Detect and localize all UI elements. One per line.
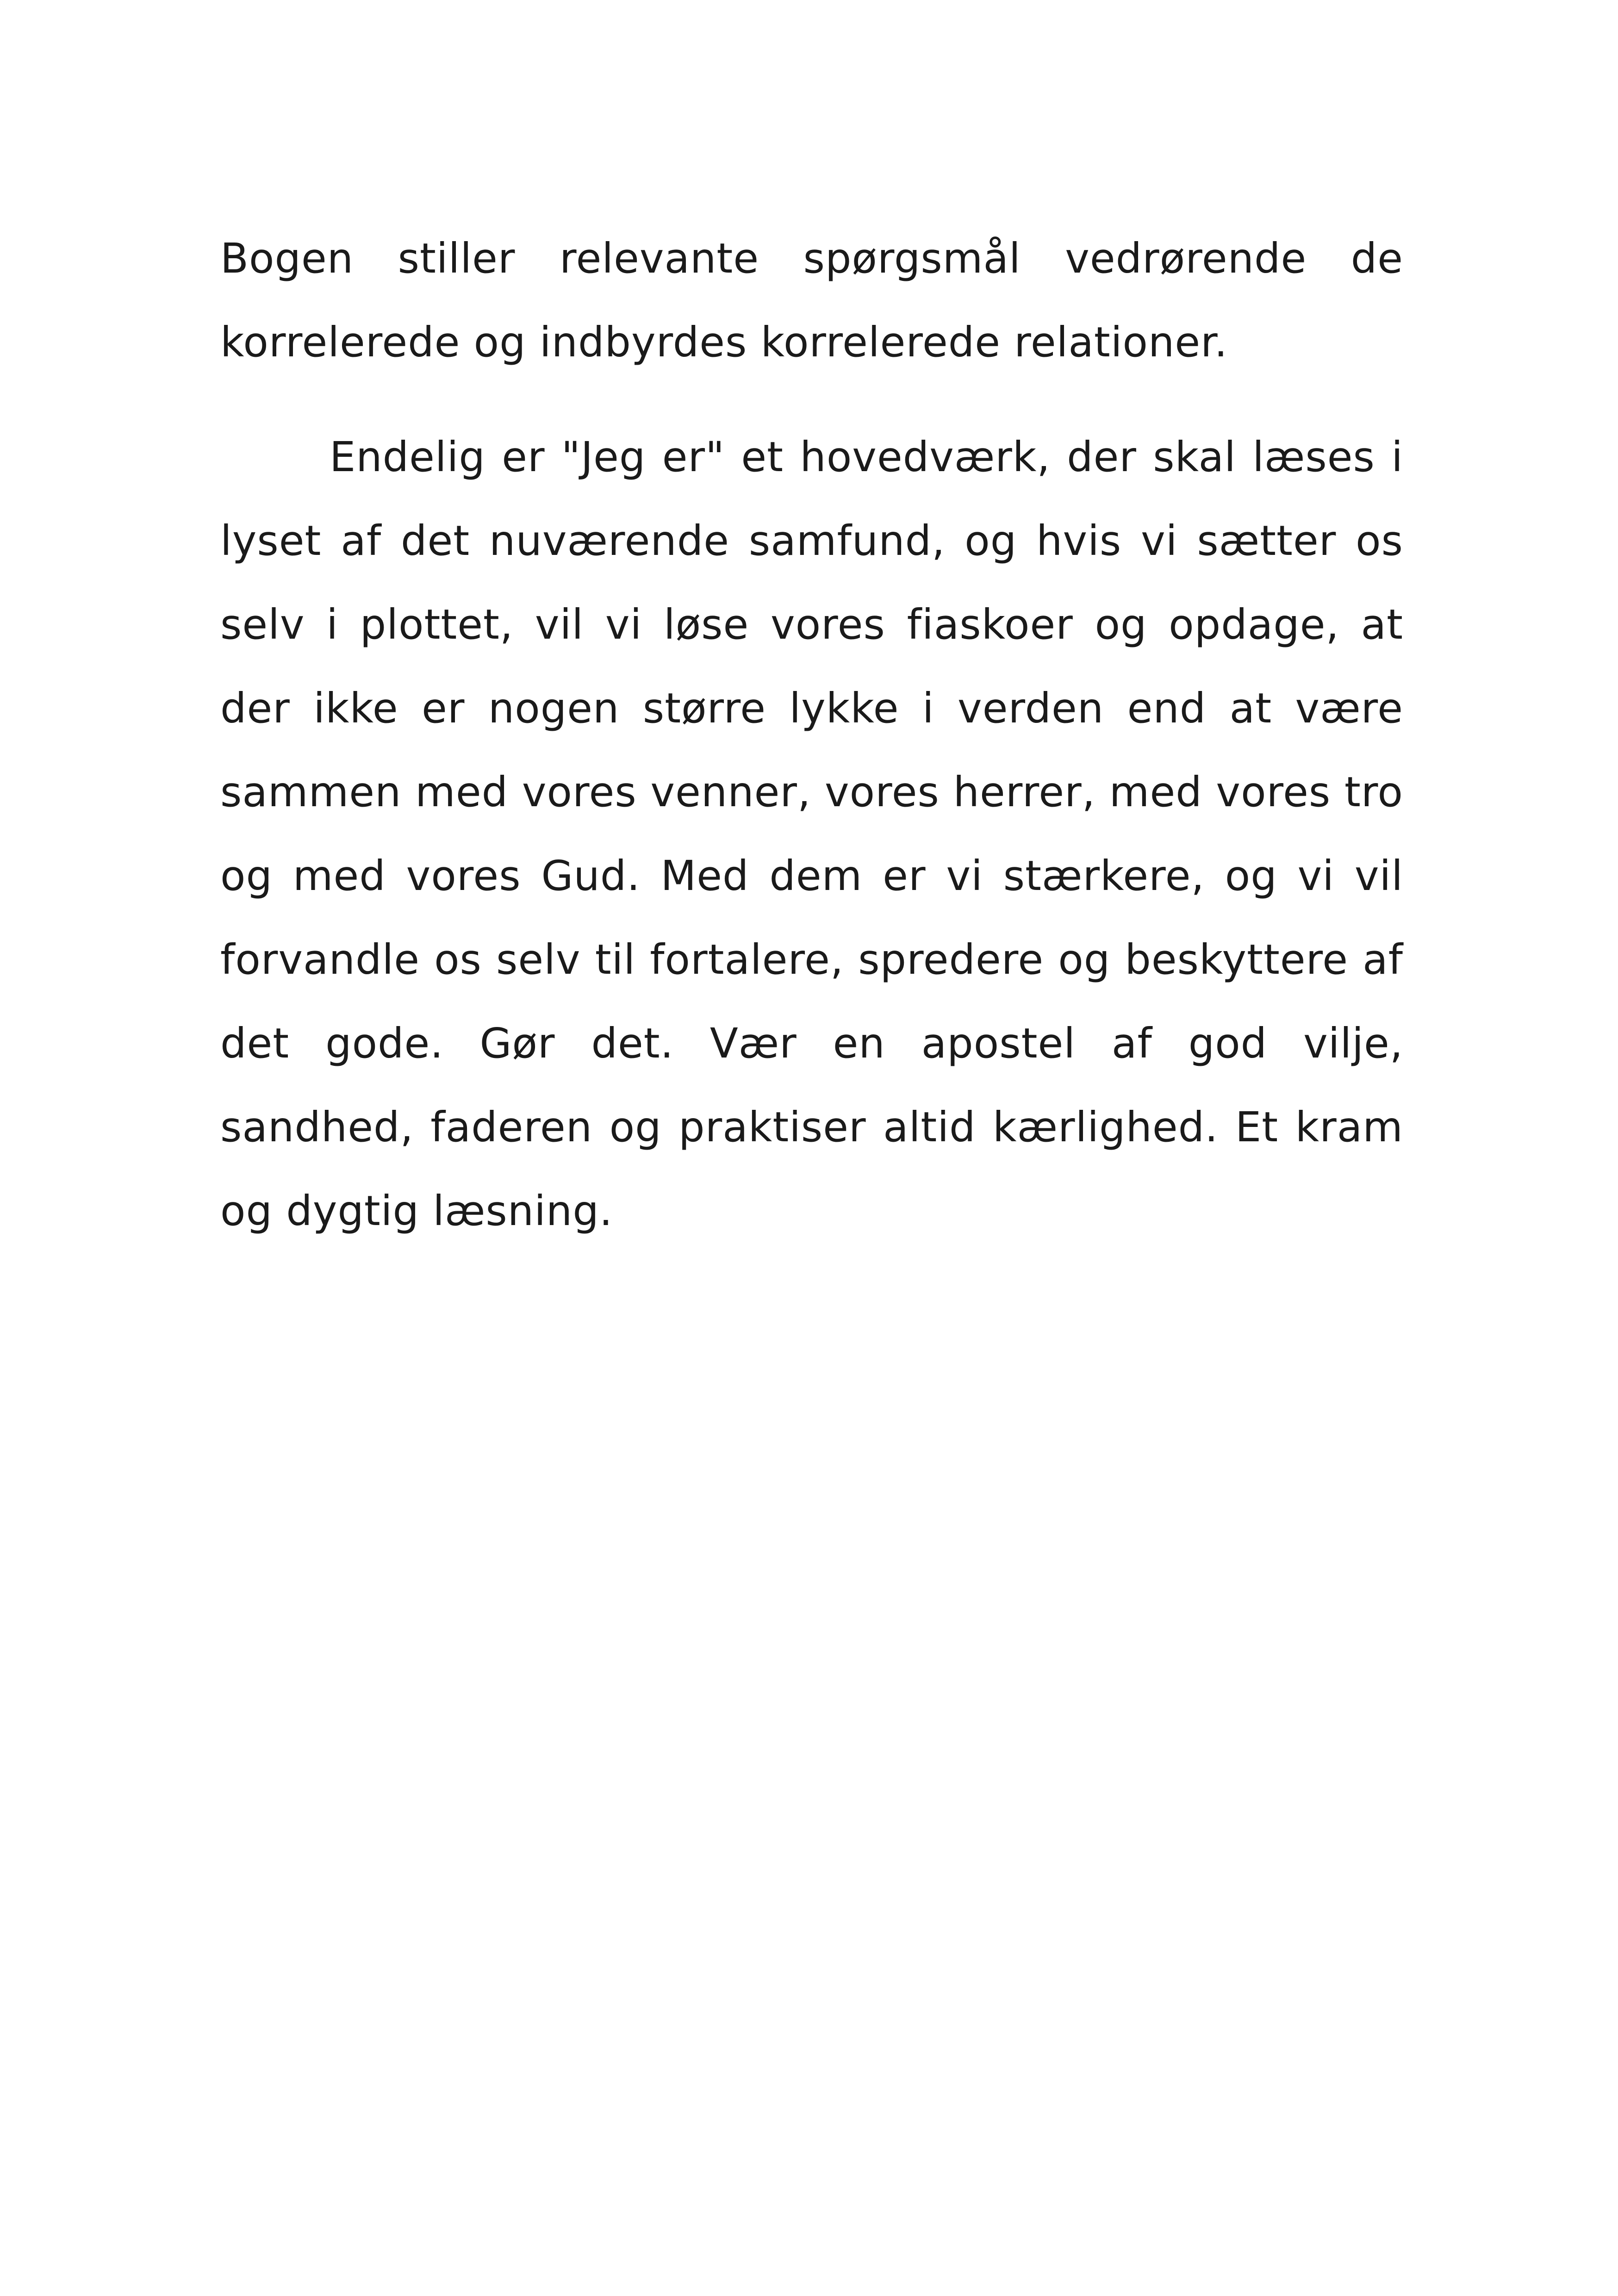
paragraph-2: Endelig er "Jeg er" et hovedværk, der skal læses i lyset af det nuværende samfund, og hvis vi sætter os selv i plottet, vil vi løse vores fiaskoer og opdage, at der ikke er nogen større lykke i verden end at være sammen med vores venner, vores herrer, med vores tro og med vores Gud. Med dem er vi stærkere, og vi vil forvandle os selv til fortalere, spredere og beskyttere af det gode. Gør det. Vær en apostel af god vilje, sandhed, faderen og praktiser altid kærlighed. Et kram og dygtig læsning.: [220, 433, 1403, 1235]
paragraph-1: Bogen stiller relevante spørgsmål vedrørende de korrelerede og indbyrdes korrelerede relationer.: [220, 234, 1403, 366]
body-text: [220, 217, 1403, 1253]
